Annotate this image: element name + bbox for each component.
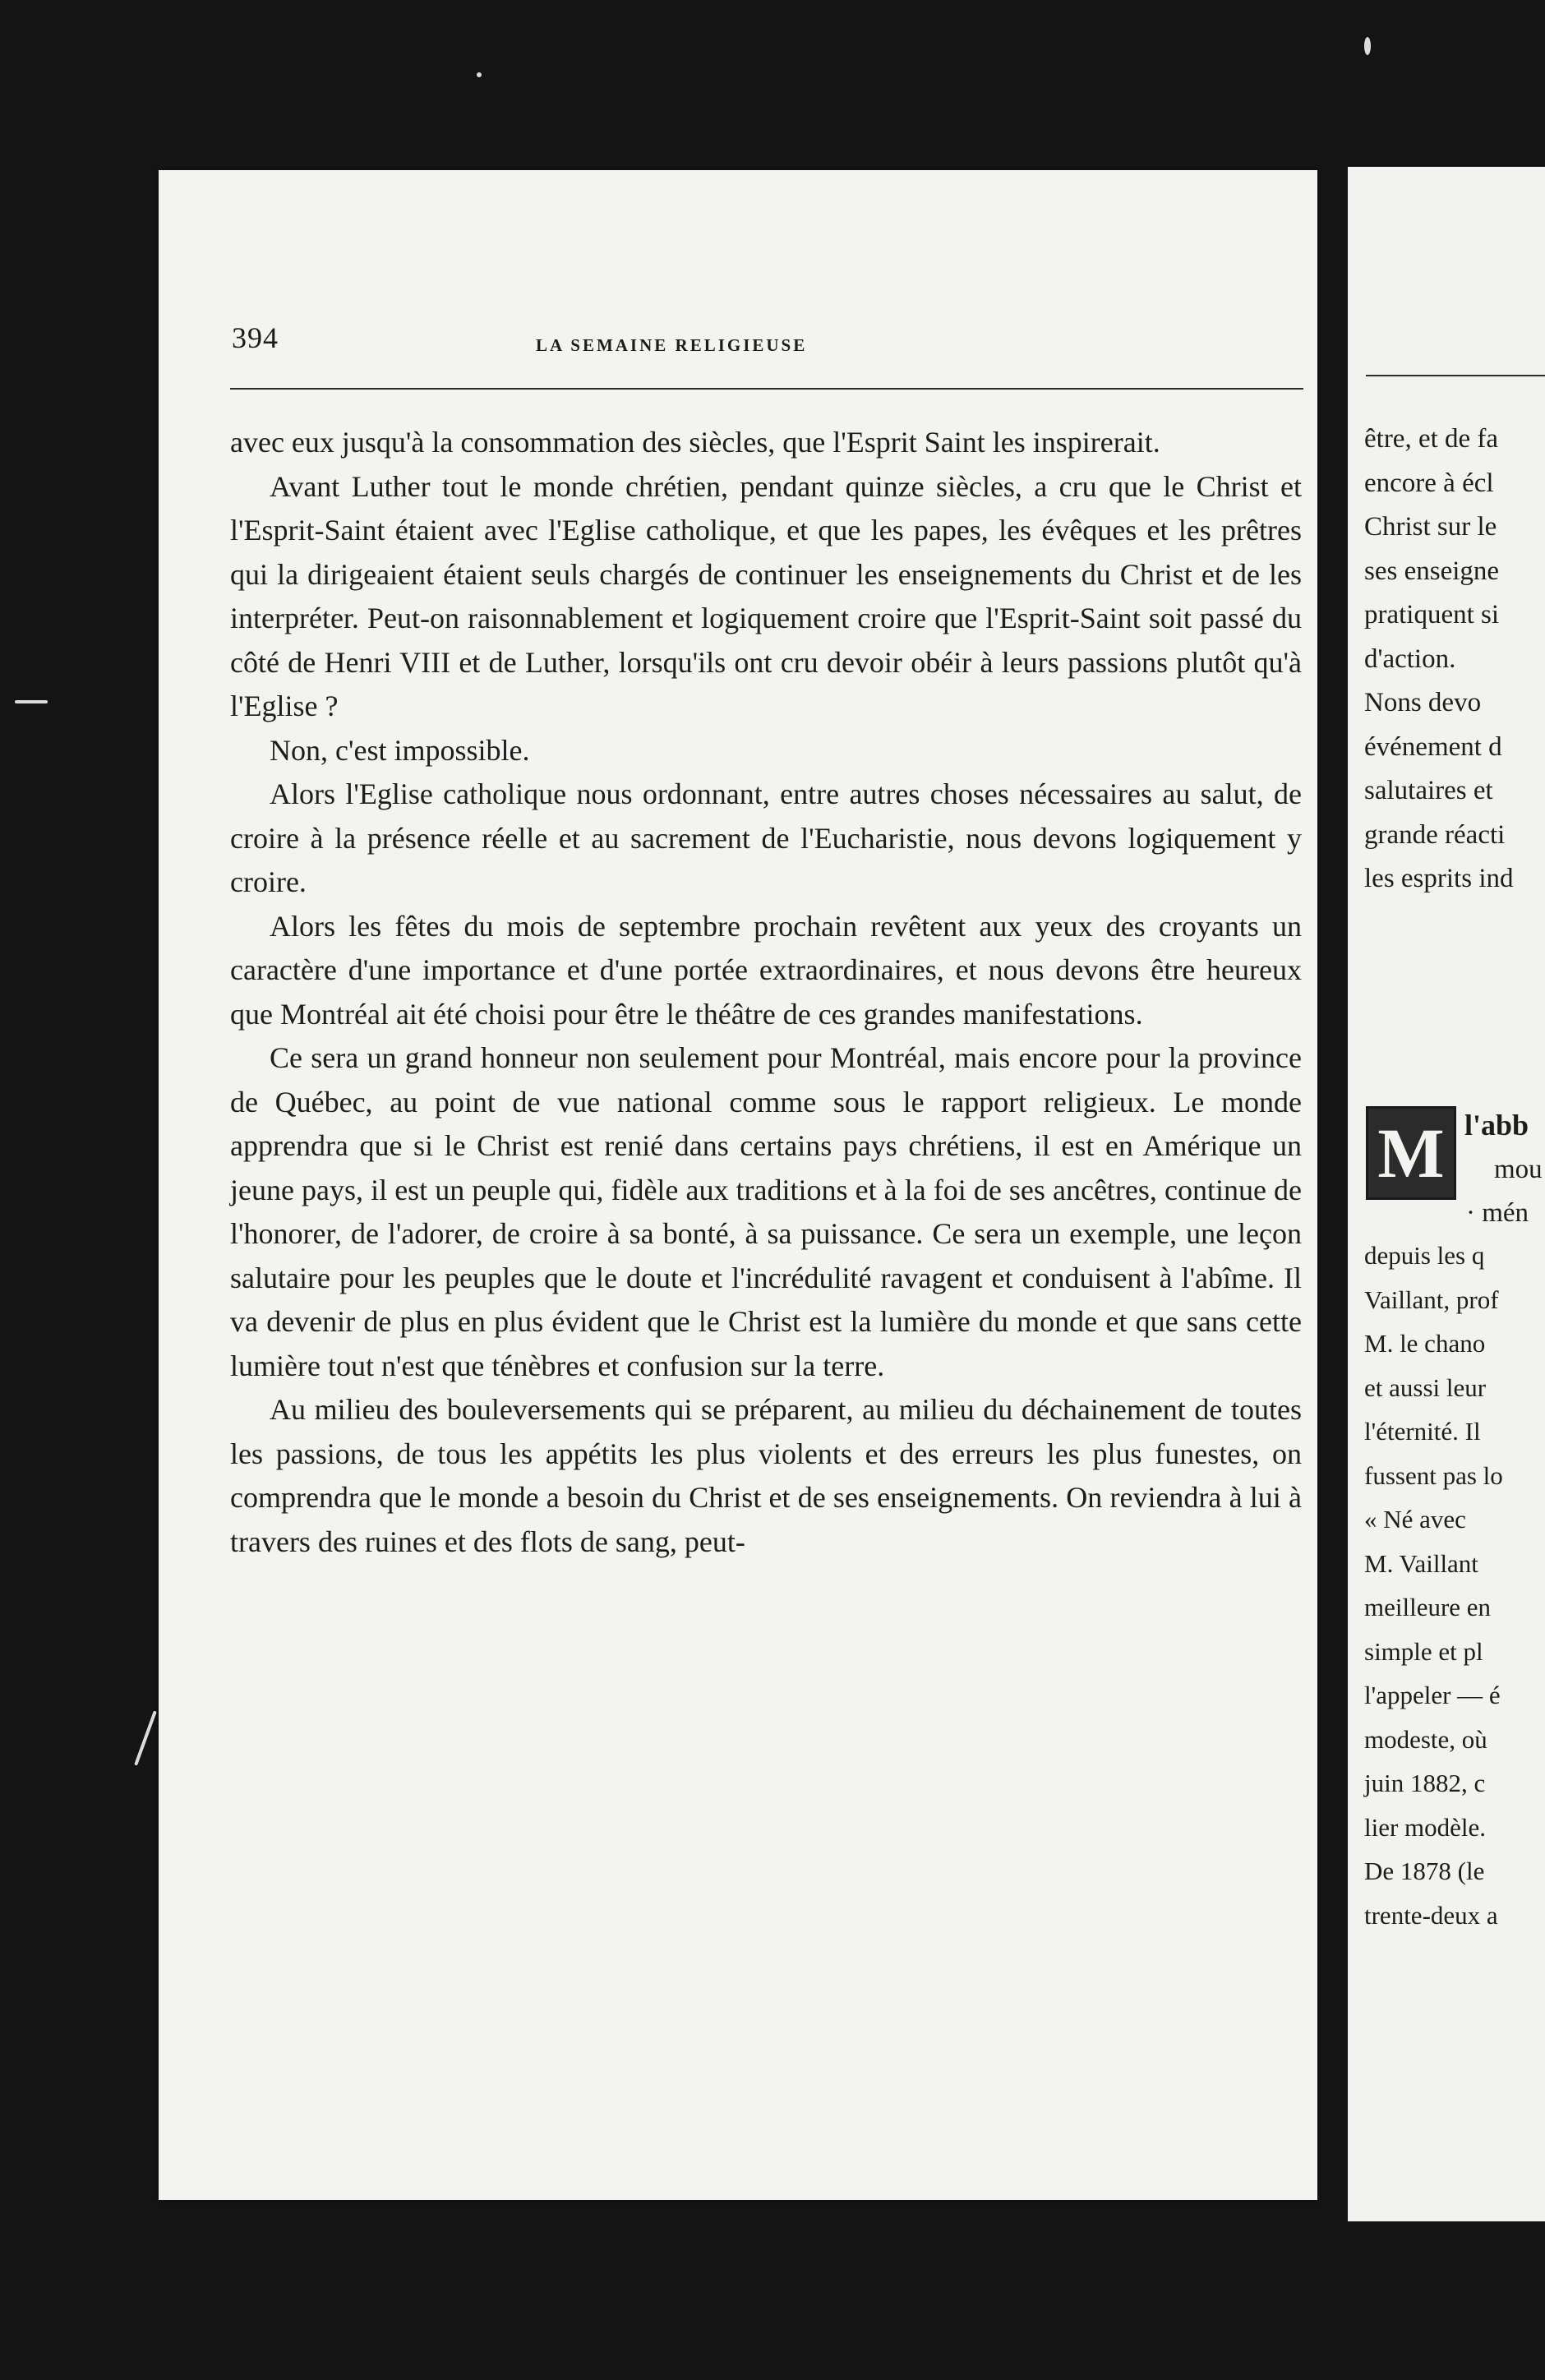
article-body xyxy=(230,421,1302,1564)
paragraph: Au milieu des bouleversements qui se préparent, au milieu du déchainement de toutes les passions, de tous les appétits les plus violents et des erreurs les plus funestes, on comprendra que le monde a besoin du Christ et de ses enseignements. On reviendra à lui à travers des ruines et des flots de sang, peut- xyxy=(230,1393,1302,1558)
page-header xyxy=(232,321,1303,362)
paragraph: Non, c'est impossible. xyxy=(270,733,530,767)
facing-line: M. le chano xyxy=(1364,1329,1486,1358)
facing-line: · mén xyxy=(1466,1198,1529,1228)
facing-line: fussent pas lo xyxy=(1364,1460,1503,1490)
facing-line: grande réacti xyxy=(1364,819,1506,850)
dust-speck xyxy=(134,1710,157,1765)
facing-line: d'action. xyxy=(1364,643,1456,674)
paragraph: Avant Luther tout le monde chrétien, pendant quinze siècles, a cru que le Christ et l'Esprit-Saint étaient avec l'Eglise catholique, et que les papes, les évêques et les prêtres qui la dirigeaient étaient seuls chargés de continuer les enseignements du Christ et de les interpréter. Peut-on raisonnablement et logiquement croire que l'Esprit-Saint soit passé du côté de Henri VIII et de Luther, lorsqu'ils ont cru devoir obéir à leurs passions plutôt qu'à l'Eglise ? xyxy=(230,469,1302,722)
dust-speck xyxy=(477,72,482,77)
facing-line: salutaires et xyxy=(1364,776,1493,805)
paragraph: Alors les fêtes du mois de septembre prochain revêtent aux yeux des croyants un caractère d'une importance et d'une portée extraordinaires, et nous devons être heureux que Montréal ait été choisi pour être le théâtre de ces grandes manifestations. xyxy=(230,909,1302,1031)
paragraph: avec eux jusqu'à la consommation des siècles, que l'Esprit Saint les inspirerait. xyxy=(230,426,1160,459)
facing-top-text xyxy=(1364,417,1545,902)
facing-line: depuis les q xyxy=(1364,1241,1485,1270)
facing-line: trente-deux a xyxy=(1364,1900,1498,1930)
facing-line: encore à écl xyxy=(1364,468,1494,498)
facing-lower-text xyxy=(1364,1234,1503,1937)
facing-line: simple et pl xyxy=(1364,1636,1483,1666)
facing-line: mou xyxy=(1494,1154,1543,1184)
facing-line: être, et de fa xyxy=(1364,424,1499,454)
facing-line: Vaillant, prof xyxy=(1364,1285,1499,1314)
dust-speck xyxy=(1364,37,1371,55)
dropcap-letter: M xyxy=(1366,1106,1456,1200)
facing-line: ses enseigne xyxy=(1364,556,1500,586)
facing-line: M. Vaillant xyxy=(1364,1548,1478,1578)
facing-line: modeste, où xyxy=(1364,1724,1487,1754)
facing-line: Christ sur le xyxy=(1364,512,1497,542)
dust-speck xyxy=(15,700,48,703)
page-number: 394 xyxy=(232,321,279,354)
facing-line: événement d xyxy=(1364,731,1502,762)
facing-line: meilleure en xyxy=(1364,1593,1492,1621)
facing-line: l'éternité. Il xyxy=(1364,1417,1481,1446)
paragraph: Alors l'Eglise catholique nous ordonnant, entre autres choses nécessaires au salut, de croire à la présence réelle et au sacrement de l'Eucharistie, nous devons logiquement y croire. xyxy=(230,777,1302,898)
facing-line: « Né avec xyxy=(1364,1505,1466,1534)
facing-line: et aussi leur xyxy=(1364,1372,1487,1402)
facing-page xyxy=(1348,167,1545,2221)
facing-header-rule xyxy=(1366,375,1545,376)
paragraph: Ce sera un grand honneur non seulement pour Montréal, mais encore pour la province de Québec, au point de vue national comme sous le rapport religieux. Le monde apprendra que si le Christ est renié dans certains pays chrétiens, il est en Amérique un jeune pays, il est un peuple qui, fidèle aux traditions et à la foi de ses ancêtres, continue de l'honorer, de l'adorer, de croire à sa bonté, à sa puissance. Ce sera un exemple, une leçon salutaire pour les peuples que le doute et l'incrédulité ravagent et conduisent à l'abîme. Il va devenir de plus en plus évident que le Christ est la lumière du monde et que sans cette lumière tout n'est que ténèbres et confusion sur la terre. xyxy=(230,1041,1302,1382)
facing-line: l'appeler — é xyxy=(1364,1681,1501,1709)
facing-line: De 1878 (le xyxy=(1364,1856,1485,1885)
header-rule xyxy=(230,388,1303,390)
facing-line: pratiquent si xyxy=(1364,600,1500,630)
facing-line: juin 1882, c xyxy=(1364,1769,1486,1797)
facing-line: lier modèle. xyxy=(1364,1812,1487,1842)
facing-line: Nons devo xyxy=(1364,688,1482,717)
dropcap-lines xyxy=(1464,1104,1543,1236)
facing-line: les esprits ind xyxy=(1364,864,1514,893)
facing-line: l'abb xyxy=(1464,1109,1529,1142)
running-title: LA SEMAINE RELIGIEUSE xyxy=(536,335,808,355)
